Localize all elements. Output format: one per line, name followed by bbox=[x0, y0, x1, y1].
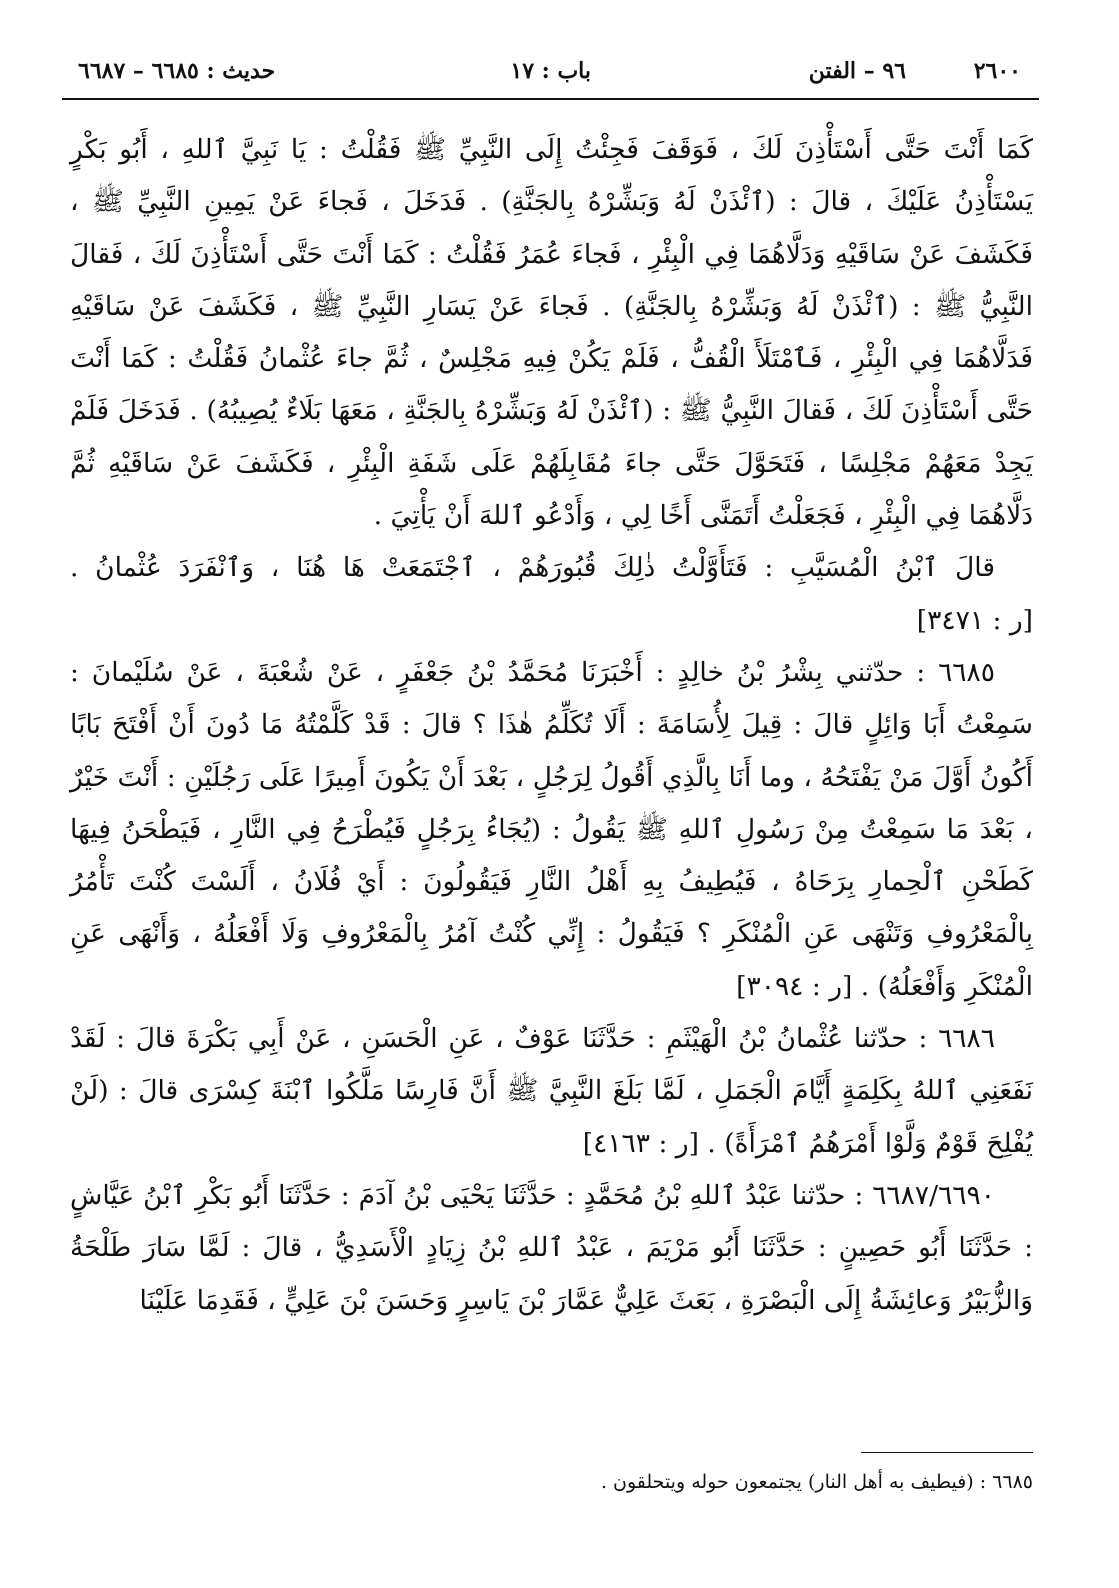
chapter-label: باب : ١٧ bbox=[510, 58, 591, 84]
paragraph bbox=[70, 124, 1033, 542]
paragraph-text: ٦٦٨٥ : حدّثني بِشْرُ بْنُ خالِدٍ : أَخْبَرَنَا مُحَمَّدُ بْنُ جَعْفَرٍ ، عَنْ شُعْبَةَ ، عَنْ سُلَيْمانَ : سَمِعْتُ أَبَا وَائِلٍ قالَ : قِيلَ لِأُسَامَةَ : أَلَا تُكَلِّمُ هٰذَا ؟ قالَ : قَدْ كَلَّمْتُهُ مَا دُونَ أَنْ أَفْتَحَ بَابًا أَكُونُ أَوَّلَ مَنْ يَفْتَحُهُ ، وما أَنَا بِالَّذِي أَقُولُ لِرَجُلٍ ، بَعْدَ أَنْ يَكُونَ أَمِيرًا عَلَى رَجُلَيْنِ : أَنْتَ خَيْرٌ ، بَعْدَ مَا سَمِعْتُ مِنْ رَسُولِ ٱللهِ ﷺ يَقُولُ : (يُجَاءُ بِرَجُلٍ فَيُطْرَحُ فِي النَّارِ ، فَيَطْحَنُ فِيهَا كَطَحْنِ ٱلْحِمارِ بِرَحَاهُ ، فَيُطِيفُ بِهِ أَهْلُ النَّارِ فَيَقُولُونَ : أَيْ فُلَانُ ، أَلَسْتَ كُنْتَ تَأْمُرُ بِالْمَعْرُوفِ وَتَنْهَى عَنِ الْمُنْكَرِ ؟ فَيَقُولُ : إِنِّي كُنْتُ آمُرُ بِالْمَعْرُوفِ وَلَا أَفْعَلُهُ ، وَأَنْهَى عَنِ الْمُنْكَرِ وَأَفْعَلُهُ) . bbox=[70, 656, 1033, 1002]
cross-reference: [ر : ٣٤٧١] bbox=[916, 604, 1033, 636]
paragraph-text: ٦٦٨٦ : حدّثنا عُثْمانُ بْنُ الْهَيْثَمِ : حَدَّثَنَا عَوْفٌ ، عَنِ الْحَسَنِ ، عَنْ أَبِي بَكْرَةَ قالَ : لَقَدْ نَفَعَنِي ٱللهُ بِكَلِمَةٍ أَيَّامَ الْجَمَلِ ، لَمَّا بَلَغَ النَّبِيَّ ﷺ أَنَّ فَارِسًا مَلَّكُوا ٱبْنَةَ كِسْرَى قالَ : (لَنْ يُفْلِحَ قَوْمٌ وَلَّوْا أَمْرَهُمُ ٱمْرَأَةً) . bbox=[70, 1023, 1033, 1159]
footnote: ٦٦٨٥ : (فيطيف به أهل النار) يجتمعون حوله ويتحلقون . bbox=[600, 1471, 1033, 1493]
header-divider bbox=[62, 98, 1039, 100]
paragraph bbox=[70, 542, 1033, 647]
paragraph bbox=[70, 1170, 1033, 1327]
paragraph-text: كَمَا أَنْتَ حَتَّى أَسْتَأْذِنَ لَكَ ، فَوَقَفَ فَجِئْتُ إِلَى النَّبِيِّ ﷺ فَقُلْتُ : يَا نَبِيَّ ٱللهِ ، أَبُو بَكْرٍ يَسْتَأْذِنُ عَلَيْكَ ، قالَ : (ٱئْذَنْ لَهُ وَبَشِّرْهُ بِالجَنَّةِ) . فَدَخَلَ ، فَجاءَ عَنْ يَمِينِ النَّبِيِّ ﷺ ، فَكَشَفَ عَنْ سَاقَيْهِ وَدَلَّاهُمَا فِي الْبِئْرِ ، فَجاءَ عُمَرُ فَقُلْتُ : كَمَا أَنْتَ حَتَّى أَسْتَأْذِنَ لَكَ ، فَقالَ النَّبِيُّ ﷺ : (ٱئْذَنْ لَهُ وَبَشِّرْهُ بِالجَنَّةِ) . فَجاءَ عَنْ يَسَارِ النَّبِيِّ ﷺ ، فَكَشَفَ عَنْ سَاقَيْهِ فَدَلَّاهُمَا فِي الْبِئْرِ ، فَٱمْتَلَأَ الْقُفُّ ، فَلَمْ يَكُنْ فِيهِ مَجْلِسٌ ، ثُمَّ جاءَ عُثْمانُ فَقُلْتُ : كَمَا أَنْتَ حَتَّى أَسْتَأْذِنَ لَكَ ، فَقالَ النَّبِيُّ ﷺ : (ٱئْذَنْ لَهُ وَبَشِّرْهُ بِالجَنَّةِ ، مَعَهَا بَلَاءٌ يُصِيبُهُ) . فَدَخَلَ فَلَمْ يَجِدْ مَعَهُمْ مَجْلِسًا ، فَتَحَوَّلَ حَتَّى جاءَ مُقَابِلَهُمْ عَلَى شَفَةِ الْبِئْرِ ، فَكَشَفَ عَنْ سَاقَيْهِ ثُمَّ دَلَّاهُمَا فِي الْبِئْرِ ، فَجَعَلْتُ أَتَمَنَّى أَخًا لِي ، وَأَدْعُو ٱللهَ أَنْ يَأْتِيَ . bbox=[70, 134, 1033, 532]
page-number: ٢٦٠٠ bbox=[973, 58, 1021, 84]
footnote-divider bbox=[861, 1452, 1033, 1453]
paragraph bbox=[70, 1013, 1033, 1170]
running-header bbox=[78, 52, 1021, 92]
book-title: ٩٦ – الفتن bbox=[808, 58, 906, 84]
paragraph bbox=[70, 647, 1033, 1013]
hadith-range: حديث : ٦٦٨٥ – ٦٦٨٧ bbox=[78, 58, 276, 84]
main-text bbox=[70, 124, 1033, 1327]
paragraph-text: قالَ ٱبْنُ الْمُسَيَّبِ : فَتَأَوَّلْتُ ذٰلِكَ قُبُورَهُمْ ، ٱجْتَمَعَتْ هَا هُنَا ، وَٱنْفَرَدَ عُثْمانُ . bbox=[70, 552, 995, 584]
paragraph-text: ٦٦٨٧/٦٦٩٠ : حدّثنا عَبْدُ ٱللهِ بْنُ مُحَمَّدٍ : حَدَّثَنَا يَحْيَى بْنُ آدَمَ : حَدَّثَنَا أَبُو بَكْرِ ٱبْنُ عَيَّاشٍ : حَدَّثَنَا أَبُو حَصِينٍ : حَدَّثَنَا أَبُو مَرْيَمَ ، عَبْدُ ٱللهِ بْنُ زِيَادٍ الْأَسَدِيُّ ، قالَ : لَمَّا سَارَ طَلْحَةُ وَالزُّبَيْرُ وَعائِشَةُ إِلَى الْبَصْرَةِ ، بَعَثَ عَلِيٌّ عَمَّارَ بْنَ يَاسِرٍ وَحَسَنَ بْنَ عَلِيٍّ ، فَقَدِمَا عَلَيْنَا bbox=[70, 1179, 1033, 1316]
cross-reference: [ر : ٣٠٩٤] bbox=[736, 970, 853, 1002]
cross-reference: [ر : ٤١٦٣] bbox=[582, 1127, 699, 1159]
